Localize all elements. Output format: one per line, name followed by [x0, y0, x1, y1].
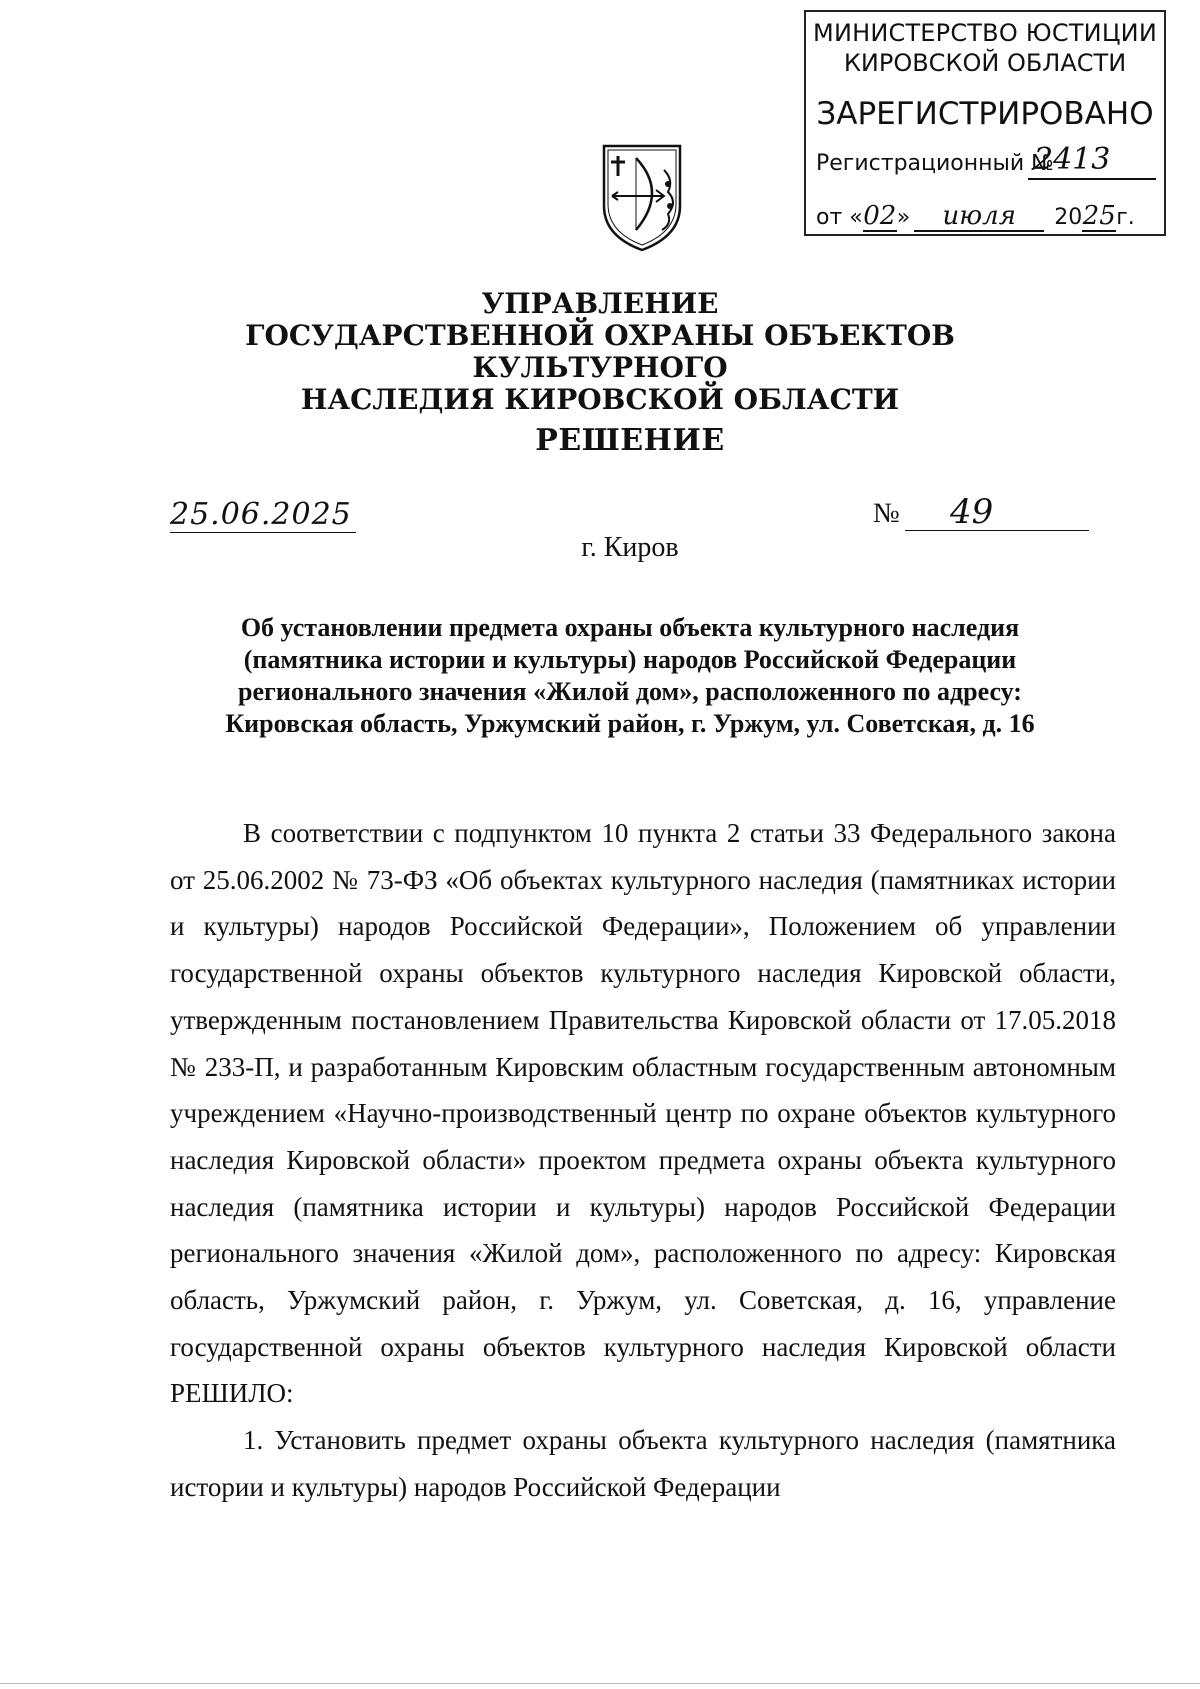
stamp-reg-label: Регистрационный №: [816, 151, 1055, 176]
org-heading: [150, 288, 1050, 416]
subject-line1: Об установлении предмета охраны объекта культурного наследия: [240, 613, 1020, 642]
stamp-ministry-line: МИНИСТЕРСТВО ЮСТИЦИИ: [813, 19, 1157, 47]
stamp-registered-line: ЗАРЕГИСТРИРОВАНО: [816, 96, 1154, 132]
subject-line4: Кировская область, Уржумский район, г. Уржум, ул. Советская, д. 16: [225, 709, 1035, 738]
document-date: 25.06.2025: [170, 498, 356, 533]
stamp-reg-underline: [1028, 178, 1156, 180]
subject-line3: регионального значения «Жилой дом», расположенного по адресу:: [238, 677, 1022, 706]
stamp-region-line: КИРОВСКОЙ ОБЛАСТИ: [843, 49, 1127, 77]
org-heading-line3: НАСЛЕДИЯ КИРОВСКОЙ ОБЛАСТИ: [300, 383, 900, 416]
number-underline: [905, 530, 1089, 531]
stamp-date-prefix: от «: [816, 205, 863, 230]
org-heading-line1: УПРАВЛЕНИЕ: [481, 287, 719, 320]
stamp-date-mid: »: [896, 205, 911, 230]
stamp-date-end: г.: [1116, 205, 1135, 230]
stamp-date-year-prefix: 20: [1054, 205, 1083, 230]
number-label: №: [873, 498, 900, 529]
subject-line2: (памятника истории и культуры) народов Российской Федерации: [243, 645, 1017, 674]
registration-stamp: [804, 10, 1166, 236]
org-heading-line2: ГОСУДАРСТВЕННОЙ ОХРАНЫ ОБЪЕКТОВ КУЛЬТУРНОГО: [245, 319, 955, 384]
stamp-date-year-suffix: 25: [1082, 201, 1116, 231]
document-number: 49: [950, 492, 994, 532]
stamp-date-day: 02: [863, 201, 897, 231]
body-item-1: 1. Установить предмет охраны объекта культурного наследия (памятника истории и культуры) народов Российской Федерации: [170, 1425, 1116, 1502]
city: г. Киров: [581, 532, 679, 563]
page-bottom-edge: [0, 1683, 1200, 1684]
stamp-reg-number: 2413: [1034, 142, 1111, 177]
document-body: [170, 810, 1116, 1511]
stamp-date-month: июля: [914, 202, 1044, 232]
decision-title: РЕШЕНИЕ: [535, 423, 725, 458]
stamp-date-row: [816, 202, 1162, 232]
document-subject: [150, 612, 1110, 740]
kirov-coat-of-arms-icon: [598, 140, 686, 254]
body-paragraph: В соответствии с подпунктом 10 пункта 2 статьи 33 Федерального закона от 25.06.2002 № 73-ФЗ «Об объектах культурного наследия (памятниках истории и культуры) народов Российской Федерации», Положением об управлении государственной охраны объектов культурного наследия Кировской области, утвержденным постановлением Правительства Кировской области от 17.05.2018 № 233-П, и разработанным Кировским областным государственным автономным учреждением «Научно-производственный центр по охране объектов культурного наследия Кировской области» проектом предмета охраны объекта культурного наследия (памятника истории и культуры) народов Российской Федерации регионального значения «Жилой дом», расположенного по адресу: Кировская область, Уржумский район, г. Уржум, ул. Советская, д. 16, управление государственной охраны объектов культурного наследия Кировской области РЕШИЛО:: [170, 818, 1116, 1409]
